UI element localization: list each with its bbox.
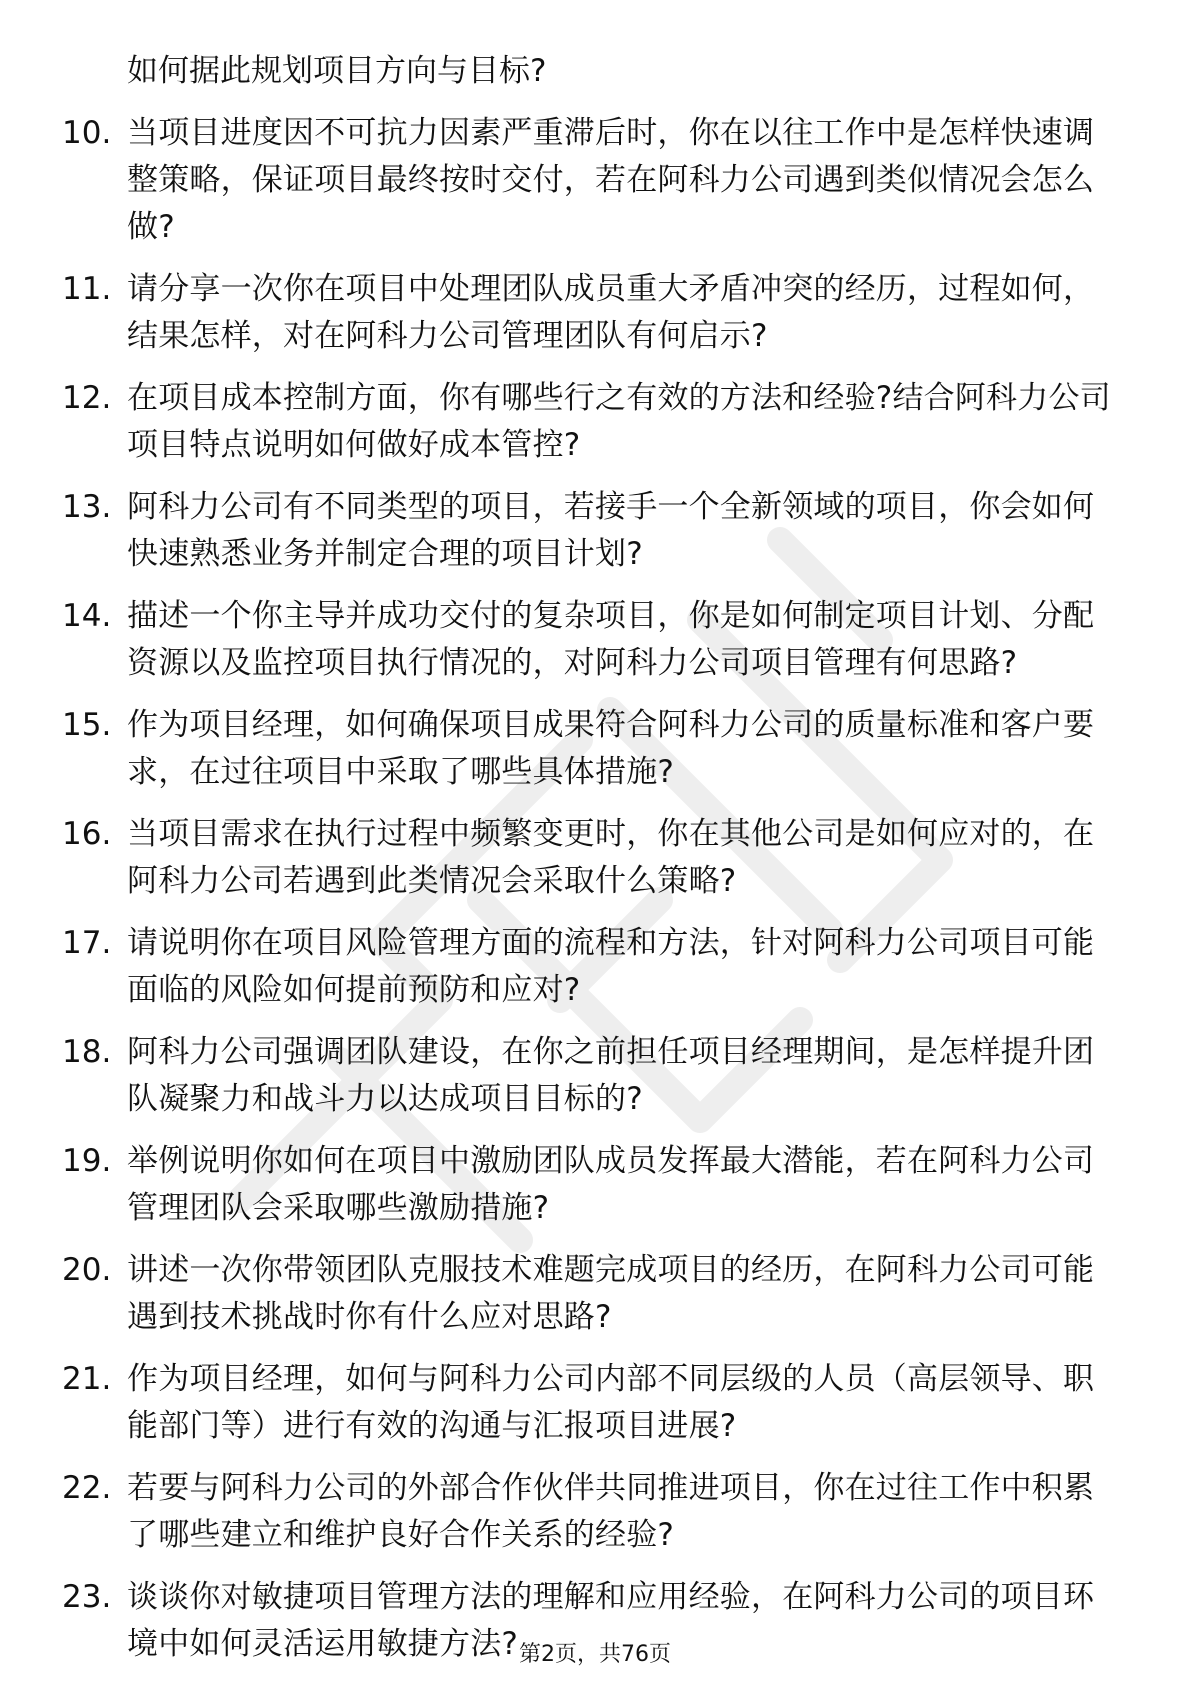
question-content (62, 48, 1122, 1683)
question-text: 作为项目经理，如何与阿科力公司内部不同层级的人员（高层领导、职能部门等）进行有效的沟通与汇报项目进展? (127, 1361, 1095, 1444)
question-item (62, 593, 1122, 687)
question-number: 16. (62, 816, 112, 852)
question-list (62, 110, 1122, 1668)
question-text: 讲述一次你带领团队克服技术难题完成项目的经历，在阿科力公司可能遇到技术挑战时你有什么应对思路? (127, 1252, 1095, 1335)
question-item (62, 1138, 1122, 1232)
question-item (62, 1356, 1122, 1450)
question-item (62, 375, 1122, 469)
question-text: 请说明你在项目风险管理方面的流程和方法，针对阿科力公司项目可能面临的风险如何提前预防和应对? (127, 925, 1095, 1008)
question-item (62, 1247, 1122, 1341)
question-item (62, 920, 1122, 1014)
question-number: 20. (62, 1252, 112, 1288)
question-number: 22. (62, 1470, 112, 1506)
question-text: 在项目成本控制方面，你有哪些行之有效的方法和经验?结合阿科力公司项目特点说明如何做好成本管控? (127, 380, 1111, 463)
question-text: 当项目进度因不可抗力因素严重滞后时，你在以往工作中是怎样快速调整策略，保证项目最终按时交付，若在阿科力公司遇到类似情况会怎么做? (127, 115, 1095, 245)
question-text: 描述一个你主导并成功交付的复杂项目，你是如何制定项目计划、分配资源以及监控项目执行情况的，对阿科力公司项目管理有何思路? (127, 598, 1095, 681)
question-number: 10. (62, 115, 112, 151)
question-number: 11. (62, 271, 112, 307)
question-number: 12. (62, 380, 112, 416)
page-footer (0, 1640, 1190, 1670)
question-item (62, 484, 1122, 578)
question-item (62, 1029, 1122, 1123)
question-text: 阿科力公司有不同类型的项目，若接手一个全新领域的项目，你会如何快速熟悉业务并制定合理的项目计划? (127, 489, 1095, 572)
question-number: 23. (62, 1579, 112, 1615)
question-text: 举例说明你如何在项目中激励团队成员发挥最大潜能，若在阿科力公司管理团队会采取哪些激励措施? (127, 1143, 1095, 1226)
question-item (62, 811, 1122, 905)
question-number: 13. (62, 489, 112, 525)
question-text: 当项目需求在执行过程中频繁变更时，你在其他公司是如何应对的，在阿科力公司若遇到此类情况会采取什么策略? (127, 816, 1095, 899)
question-number: 14. (62, 598, 112, 634)
question-number: 19. (62, 1143, 112, 1179)
question-number: 18. (62, 1034, 112, 1070)
page-number-label: 第2页，共76页 (519, 1642, 671, 1667)
question-item (62, 1465, 1122, 1559)
question-text: 若要与阿科力公司的外部合作伙伴共同推进项目，你在过往工作中积累了哪些建立和维护良好合作关系的经验? (127, 1470, 1095, 1553)
question-text: 谈谈你对敏捷项目管理方法的理解和应用经验，在阿科力公司的项目环境中如何灵活运用敏捷方法? (127, 1579, 1095, 1662)
question-text: 请分享一次你在项目中处理团队成员重大矛盾冲突的经历，过程如何，结果怎样，对在阿科力公司管理团队有何启示? (127, 271, 1095, 354)
question-item (62, 266, 1122, 360)
question-item (62, 110, 1122, 251)
continuation-text: 如何据此规划项目方向与目标? (127, 53, 547, 89)
question-number: 21. (62, 1361, 112, 1397)
question-number: 17. (62, 925, 112, 961)
question-text: 阿科力公司强调团队建设，在你之前担任项目经理期间，是怎样提升团队凝聚力和战斗力以达成项目目标的? (127, 1034, 1095, 1117)
question-number: 15. (62, 707, 112, 743)
question-item (62, 702, 1122, 796)
question-text: 作为项目经理，如何确保项目成果符合阿科力公司的质量标准和客户要求，在过往项目中采取了哪些具体措施? (127, 707, 1095, 790)
